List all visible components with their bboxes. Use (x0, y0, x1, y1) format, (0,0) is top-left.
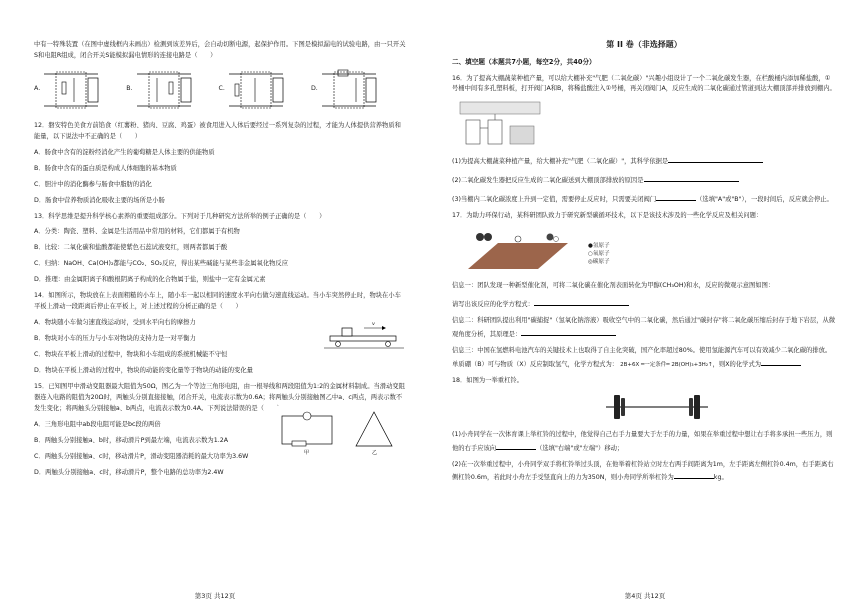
q13-option-b[interactable]: B．比较：二氧化碳和盐酸都能使紫色石蕊试液变红，则两者都属于酸 (34, 244, 228, 252)
q14-option-c[interactable]: C．物块在平板上滑动的过程中，物块和小车组成的系统机械能不守恒 (34, 351, 228, 359)
q11-intro: 中有一特殊装置（在图中虚线框内未画出）检测到该差异后，会自动切断电源，起保护作用。下图是模拟漏电的试验电路，由一只开关S和电阻R组成，闭合开关S能模拟漏电情形的连接电路是（ ） (34, 41, 406, 59)
q14-option-d[interactable]: D．物块在平板上滑动的过程中，物块的动能的变化量等于物块的动能的变化量 (34, 367, 253, 375)
answer-blank[interactable] (674, 470, 714, 479)
q13-option-d[interactable]: D．推理：由金属阳离子和酸根阴离子构成的化合物属于盐，则盐中一定有金属元素 (34, 276, 266, 284)
option-label-c: C. (218, 85, 225, 93)
cart-figure (324, 320, 404, 350)
q13-option-c[interactable]: C．归纳：NaOH、Ca(OH)₂都能与CO₂、SO₂反应，得出某些碱能与某些非金属氧化物反应 (34, 260, 289, 268)
option-label-b: B. (126, 85, 133, 93)
q17-stem: 17．为助力环保行动，某科研团队致力于研究新型碳循环技术，以下是该技术涉及的一些化学反应及相关问题： (452, 212, 763, 220)
q15-option-c[interactable]: C．两触头分别接触a、c时，移动滑片P，滑动变阻器消耗的最大功率为3.6W (34, 452, 249, 460)
circuit-option-c[interactable] (219, 68, 289, 112)
fig-yi-label: 乙 (372, 449, 378, 456)
q16-blank-1: (1)为提高大棚蔬菜种植产量，给大棚补充"气肥（二氧化碳）"，其科学依据是 (452, 154, 836, 168)
answer-blank[interactable] (761, 357, 801, 366)
q14-stem: 14．如图所示，物块放在上表面粗糙的小车上，随小车一起以相同的速度水平向右做匀速直线运动。当小车突然停止时，物块在小车平板上滑动一段距离后停止在平板上，对上述过程的分析正确的是（ ） (34, 292, 401, 311)
q16-stem: 16．为了提高大棚蔬菜种植产量，可以给大棚补充"气肥（二氧化碳）"兴趣小组设计了一个二氧化碳发生器，在栏酸桶内添加稀盐酸，①号桶中间有多孔塑料板，打开阀门A和B，将稀盐酸注入①号桶，再关闭阀门A，反应生成的二氧化碳通过管道到达大棚顶部并排放到棚内。 (452, 74, 836, 93)
q12-option-a[interactable]: A．肠食中含有的淀粉经消化产生的葡萄糖是人体主要的供能物质 (34, 148, 215, 156)
q16-blank-2: (2)二氧化碳发生器把反应生成的二氧化碳送到大棚顶部排放的原因是 (452, 173, 836, 187)
q13-option-a[interactable]: A．分类：陶瓷、塑料、金属是生活用品中常用的材料，它们都属于有机物 (34, 228, 240, 236)
answer-blank[interactable] (656, 192, 696, 201)
velocity-label: v (372, 321, 375, 328)
q12-option-c[interactable]: C．胆汁中的消化酶参与肠食中脂肪的消化 (34, 180, 152, 188)
circuit-diagram-c (227, 68, 289, 112)
q15-option-d[interactable]: D．两触头分别接触a、c时，移动滑片P，整个电路的总功率为2.4W (34, 468, 224, 476)
q12-stem: 12．磐安特色美食方前馅食（红薯粉、猪肉、豆腐、鸡蛋）被食用进入人体后要经过一系列复杂的过程，才能为人体提供营养物质和能量，以下说法中不正确的是（ ） (34, 121, 401, 140)
answer-blank[interactable] (496, 441, 536, 450)
q13-stem: 13．科学思维是提升科学核心素养的重要组成部分。下列对于几种研究方法所举的例子正确的是（ ） (34, 212, 326, 220)
circuit-diagram-b (135, 68, 197, 112)
circuit-option-b[interactable] (126, 68, 196, 112)
q14-options-block (34, 318, 406, 377)
circuit-option-a[interactable] (34, 68, 104, 112)
barbell-figure (602, 392, 712, 422)
page-number-right: 第4页 共12页 (624, 592, 666, 600)
q15-option-b[interactable]: B．两触头分别接触a、b时，移动滑片P到最左端，电流表示数为1.2A (34, 436, 229, 444)
circuit-options (34, 67, 406, 113)
q15-option-a[interactable]: A．三角形电阻中ab段电阻可能是bc段的两倍 (34, 420, 161, 428)
reaction-micro-figure (458, 229, 578, 275)
q18-blank-1: (1)小舟同学在一次体育课上举杠铃的过程中，他觉得自己右手力量要大于左手的力量，如果在举重过程中想让右手将多承担一些压力，则他的右手应该向 （选填"右端"或"左端"）移动； (452, 430, 833, 452)
circuit-diagram-a (42, 68, 104, 112)
answer-blank[interactable] (521, 327, 616, 336)
q16-blank-3: (3)当棚内二氧化碳浓度上升到一定值，需要停止反应时，只需要关闭阀门 （选填"A"或"B"），一段时间后，反应就会停止。 (452, 192, 836, 206)
fig-jia-label: 甲 (304, 449, 310, 456)
q17-info-2: 信息二：科研团队提出利用"碳捕捉"（氢氧化钠溶液）吸收空气中的二氧化碳，然后通过"碳封存"将二氧化碳压缩后封存于地下岩层，从微观角度分析，其原理是： (452, 317, 836, 339)
q12-option-d[interactable]: D．肠食中营养物质消化吸收主要的场所是小肠 (34, 196, 165, 204)
answer-blank[interactable] (534, 297, 629, 306)
co2-generator-figure (458, 100, 542, 148)
q15-figure (276, 406, 406, 456)
answer-blank[interactable] (668, 154, 763, 163)
circuit-option-d[interactable] (311, 68, 382, 112)
q17-info-1: 信息一：团队发现一种新型催化剂，可将二氧化碳在催化剂表面转化为甲醇(CH₃OH)和水，反应的微观示意图如图： (452, 282, 775, 290)
atom-legend: ●氢原子 ○氧原子 ◎碳原子 (588, 243, 610, 266)
q15-stem: 15．已知图甲中滑动变阻器最大阻值为50Ω，图乙为一个等边三角形电阻，由一根导线和两段阻值为1:2的金属材料制成。当滑动变阻器连入电路的阻值为20Ω时，两触头分别直接接触，闭合开关，电流表示数为0.6A；将两触头分别接触图乙中a、c两点，两表示数不发生变化；将两触头分别接触a、b两点，电流表示数为0.4A。下列说法错误的是（ ） (34, 383, 406, 412)
left-column (34, 40, 406, 484)
circuit-diagram-d (320, 68, 382, 112)
fill-in-heading: 二、填空题（本题共7小题，每空2分，共40分） (452, 57, 596, 66)
chemical-equation: 2B+6X ═一定条件═ 2B(OH)₃+3H₂↑ (620, 361, 713, 368)
q15-options-block (34, 420, 406, 479)
page-4 (430, 0, 860, 608)
option-label-a: A. (34, 85, 41, 93)
page-number-left: 第3页 共12页 (194, 592, 236, 600)
option-label-d: D. (310, 85, 318, 93)
q17-info-3: 信息三：中国在氢燃料电池汽车的关键技术上也取得了自主化突破，国产化率超过80%。使用氢能源汽车可以有效减少二氧化碳的排放。单质硼（B）可与物质（X）反应制取氢气，化学方程式为： 2B+6X ═一定条件═ 2B(OH)₃+3H₂↑，则X的化学式为 (452, 346, 836, 371)
q17-info-1-question: 请写出该反应的化学方程式： (452, 297, 836, 311)
molecule-figure-row (452, 227, 836, 281)
q14-option-a[interactable]: A．物块随小车做匀速直线运动时，受到水平向右的摩擦力 (34, 319, 196, 327)
q12-option-b[interactable]: B．肠食中含有的蛋白质是构成人体细胞的基本物质 (34, 164, 177, 172)
right-column (452, 40, 836, 489)
q18-stem: 18．如图为一举重杠铃。 (452, 376, 523, 384)
answer-blank[interactable] (644, 173, 739, 182)
section-title: 第 II 卷（非选择题） (606, 40, 682, 49)
q18-blank-2: (2)在一次举重过程中，小舟同学双手将杠铃举过头顶，在他举着杠铃站立时左右两手间距离为1m，左手距离左侧杠铃0.4m，右手距离右侧杠铃0.6m，若此时小舟左手受竖直向上的力为350N，则小舟同学所举杠铃为 kg。 (452, 460, 834, 482)
q14-option-b[interactable]: B．物块对小车的压力与小车对物块的支持力是一对平衡力 (34, 335, 196, 343)
